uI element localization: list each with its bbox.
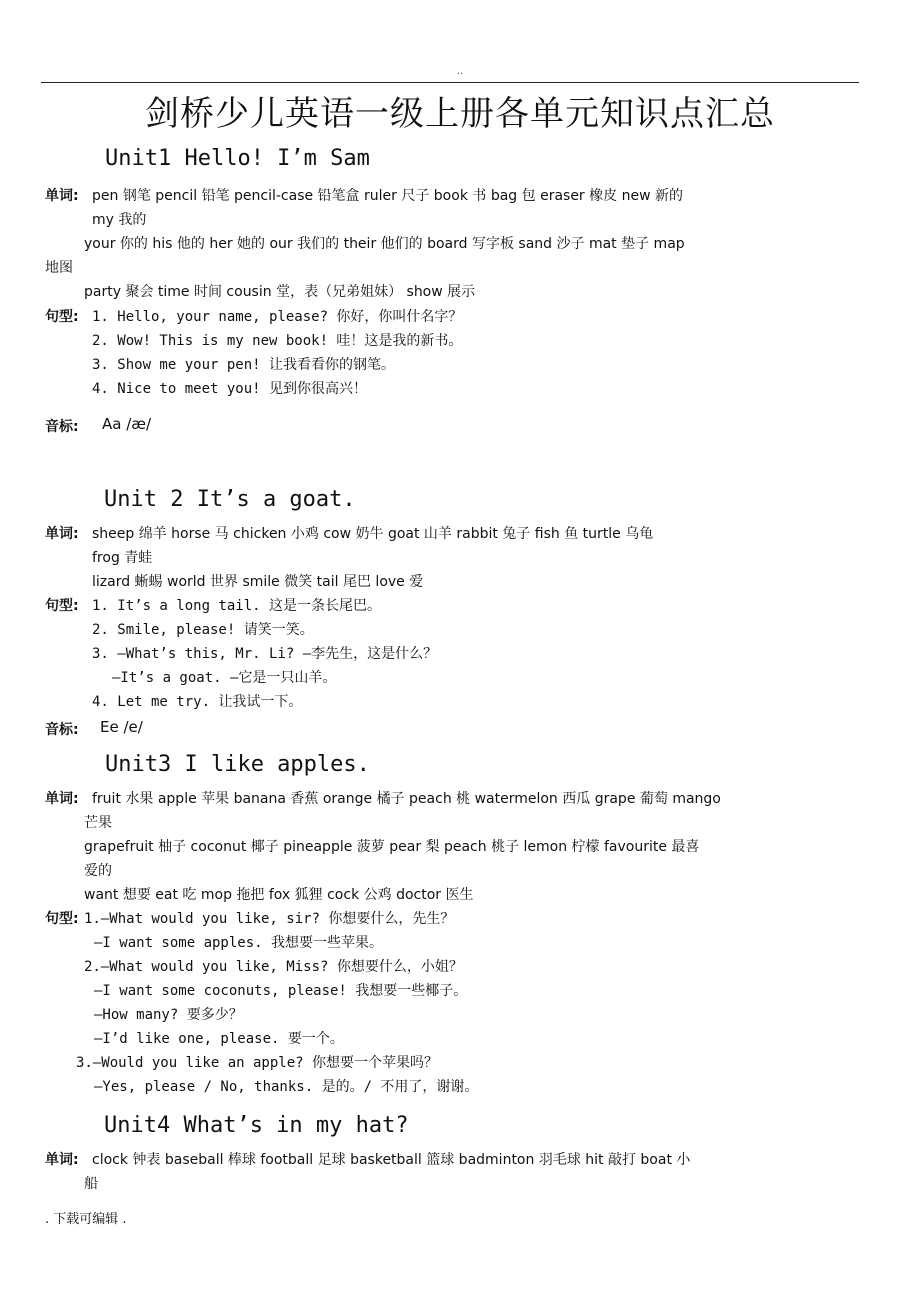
unit2-phonics-label: 音标: bbox=[45, 722, 79, 738]
unit3-heading: Unit3 I like apples. bbox=[105, 752, 370, 777]
unit1-heading: Unit1 Hello! I’m Sam bbox=[105, 146, 370, 171]
unit3-sentence: 2.—What would you like, Miss? 你想要什么，小姐？ bbox=[84, 959, 463, 975]
unit3-sentence: —I’d like one, please. 要一个。 bbox=[94, 1031, 344, 1047]
unit2-sentence: 3. —What’s this, Mr. Li? —李先生，这是什么？ bbox=[92, 646, 438, 662]
unit2-sentence: —It’s a goat. —它是一只山羊。 bbox=[112, 670, 337, 686]
unit2-words-line: sheep 绵羊 horse 马 chicken 小鸡 cow 奶牛 goat 山羊 rabbit 兔子 fish 鱼 turtle 乌龟 bbox=[92, 526, 654, 542]
unit4-words-line: clock 钟表 baseball 棒球 football 足球 basketball 篮球 badminton 羽毛球 hit 敲打 boat 小 bbox=[92, 1152, 691, 1168]
unit1-words-line: pen 钢笔 pencil 铅笔 pencil-case 铅笔盒 ruler 尺子 book 书 bag 包 eraser 橡皮 new 新的 bbox=[92, 188, 683, 204]
unit1-phonics-label: 音标: bbox=[45, 419, 79, 435]
unit2-words-line: frog 青蛙 bbox=[92, 550, 153, 566]
unit2-phonics: Ee /e/ bbox=[100, 718, 143, 736]
unit3-words-line: 芒果 bbox=[84, 815, 112, 831]
unit1-words-line: party 聚会 time 时间 cousin 堂，表（兄弟姐妹） show 展示 bbox=[84, 284, 476, 300]
unit1-sentence: 2. Wow! This is my new book! 哇！这是我的新书。 bbox=[92, 333, 463, 349]
unit3-sentence: —I want some coconuts, please! 我想要一些椰子。 bbox=[94, 983, 468, 999]
unit2-sentence: 1. It’s a long tail. 这是一条长尾巴。 bbox=[92, 598, 382, 614]
unit1-words-line: my 我的 bbox=[92, 212, 147, 228]
unit3-sentence: 1.—What would you like, sir? 你想要什么，先生？ bbox=[84, 911, 455, 927]
unit3-words-line: grapefruit 柚子 coconut 椰子 pineapple 菠萝 pear 梨 peach 桃子 lemon 柠檬 favourite 最喜 bbox=[84, 839, 700, 855]
unit3-sentences-label: 句型: bbox=[45, 911, 79, 927]
page-footer: . 下载可编辑 . bbox=[45, 1212, 127, 1227]
unit1-words-label: 单词: bbox=[45, 188, 79, 204]
unit1-words-line: your 你的 his 他的 her 她的 our 我们的 their 他们的 board 写字板 sand 沙子 mat 垫子 map bbox=[84, 236, 685, 252]
unit1-sentences-label: 句型: bbox=[45, 309, 79, 325]
header-dots: .. bbox=[456, 66, 464, 77]
unit4-words-line: 船 bbox=[84, 1176, 98, 1192]
unit3-sentence: —I want some apples. 我想要一些苹果。 bbox=[94, 935, 384, 951]
page-title: 剑桥少儿英语一级上册各单元知识点汇总 bbox=[145, 94, 775, 134]
unit2-sentence: 4. Let me try. 让我试一下。 bbox=[92, 694, 303, 710]
unit3-sentence: 3.—Would you like an apple? 你想要一个苹果吗？ bbox=[76, 1055, 439, 1071]
header-rule bbox=[41, 82, 859, 83]
unit3-sentence: —How many? 要多少？ bbox=[94, 1007, 243, 1023]
unit1-words-line: 地图 bbox=[45, 260, 73, 276]
unit2-sentences-label: 句型: bbox=[45, 598, 79, 614]
unit3-words-label: 单词: bbox=[45, 791, 79, 807]
unit4-words-label: 单词: bbox=[45, 1152, 79, 1168]
unit4-heading: Unit4 What’s in my hat? bbox=[104, 1113, 409, 1138]
unit2-sentence: 2. Smile, please! 请笑一笑。 bbox=[92, 622, 314, 638]
unit2-heading: Unit 2 It’s a goat. bbox=[104, 487, 356, 512]
unit3-words-line: fruit 水果 apple 苹果 banana 香蕉 orange 橘子 peach 桃 watermelon 西瓜 grape 葡萄 mango bbox=[92, 791, 721, 807]
unit1-sentence: 1. Hello, your name, please? 你好，你叫什名字？ bbox=[92, 309, 463, 325]
unit1-sentence: 3. Show me your pen! 让我看看你的钢笔。 bbox=[92, 357, 396, 373]
unit1-phonics: Aa /æ/ bbox=[102, 415, 152, 433]
unit2-words-label: 单词: bbox=[45, 526, 79, 542]
unit3-sentence: —Yes, please / No, thanks. 是的。/ 不用了，谢谢。 bbox=[94, 1079, 479, 1095]
unit1-sentence: 4. Nice to meet you! 见到你很高兴！ bbox=[92, 381, 368, 397]
unit2-words-line: lizard 蜥蜴 world 世界 smile 微笑 tail 尾巴 love 爱 bbox=[92, 574, 424, 590]
unit3-words-line: 爱的 bbox=[84, 863, 112, 879]
unit3-words-line: want 想要 eat 吃 mop 拖把 fox 狐狸 cock 公鸡 doctor 医生 bbox=[84, 887, 474, 903]
